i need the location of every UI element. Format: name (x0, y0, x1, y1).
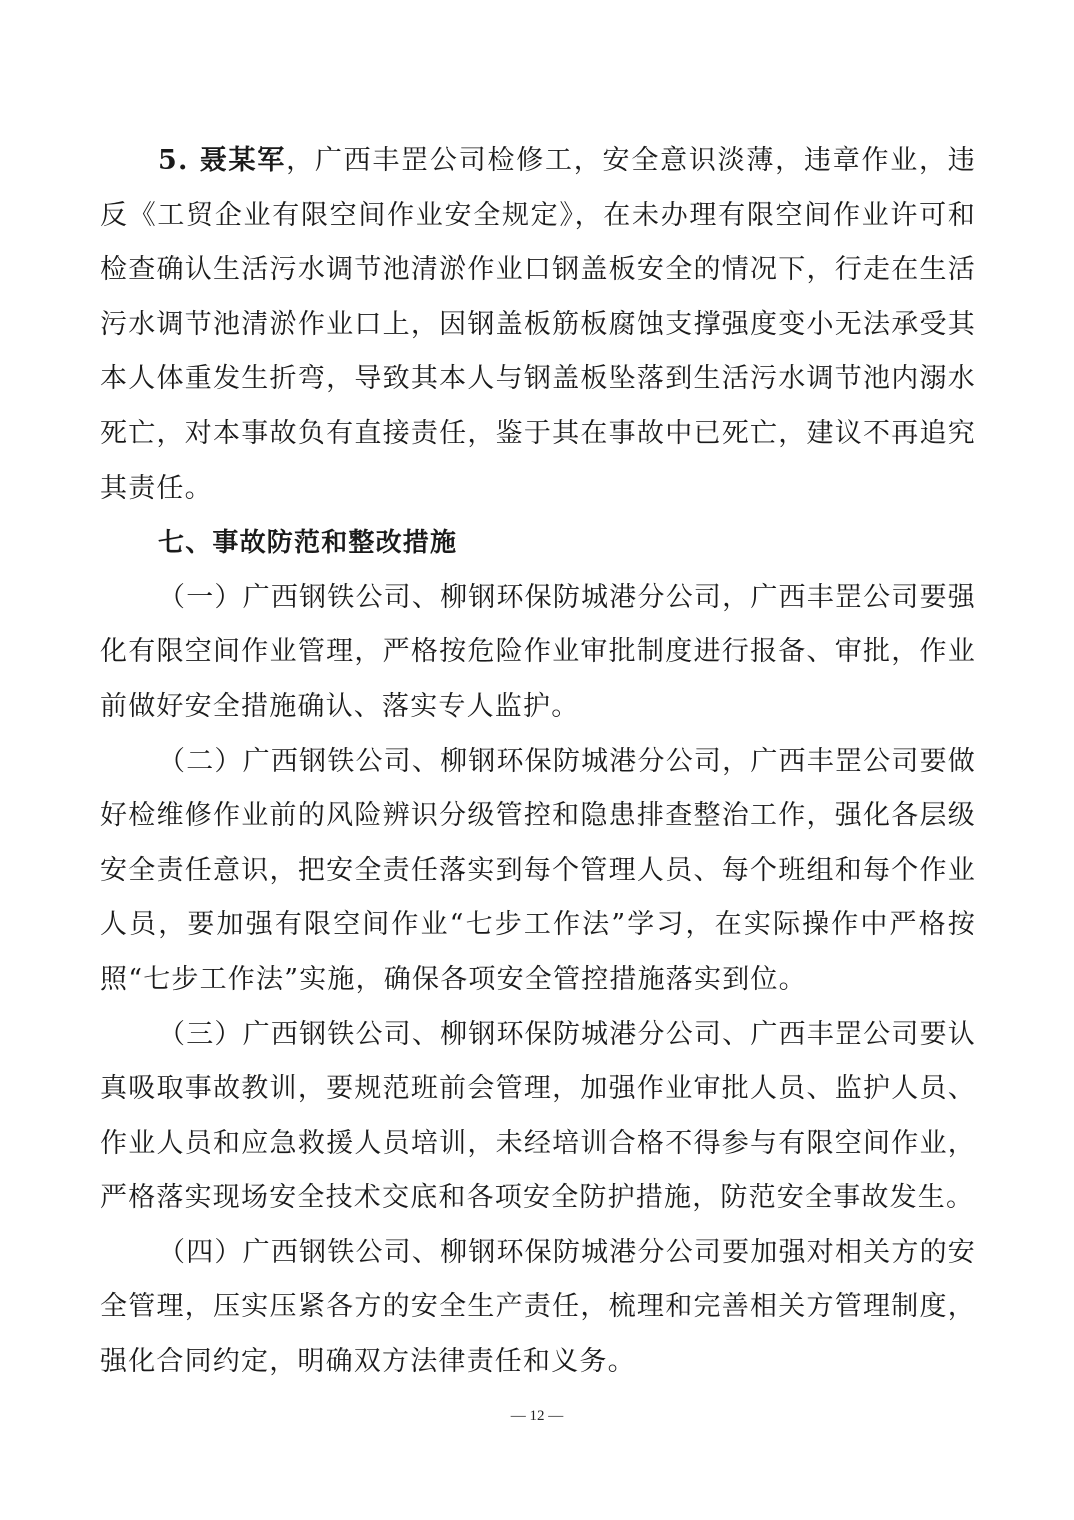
measure-paragraph-2: （二）广西钢铁公司、柳钢环保防城港分公司，广西丰罡公司要做好检维修作业前的风险辨识分级管控和隐患排查整治工作，强化各层级安全责任意识，把安全责任落实到每个管理人员、每个班组和每个作业人员，要加强有限空间作业“七步工作法”学习，在实际操作中严格按照“七步工作法”实施，确保各项安全管控措施落实到位。 (100, 745, 976, 995)
measure-paragraph-4: （四）广西钢铁公司、柳钢环保防城港分公司要加强对相关方的安全管理，压实压紧各方的安全生产责任，梳理和完善相关方管理制度，强化合同约定，明确双方法律责任和义务。 (100, 1236, 976, 1378)
document-body (100, 134, 976, 1390)
section-heading-prevention: 七、事故防范和整改措施 (158, 528, 458, 559)
responsibility-item-5 (100, 134, 976, 516)
page-number: — 12 — (510, 1408, 564, 1424)
person-name-bold: 5. 聂某军 (158, 145, 287, 176)
responsibility-item-5-text: ，广西丰罡公司检修工，安全意识淡薄，违章作业，违反《工贸企业有限空间作业安全规定》，在未办理有限空间作业许可和检查确认生活污水调节池清淤作业口钢盖板安全的情况下，行走在生活污水调节池清淤作业口上，因钢盖板筋板腐蚀支撑强度变小无法承受其本人体重发生折弯，导致其本人与钢盖板坠落到生活污水调节池内溺水死亡，对本事故负有直接责任，鉴于其在事故中已死亡，建议不再追究其责任。 (100, 145, 976, 504)
measure-paragraph-3: （三）广西钢铁公司、柳钢环保防城港分公司、广西丰罡公司要认真吸取事故教训，要规范班前会管理，加强作业审批人员、监护人员、作业人员和应急救援人员培训，未经培训合格不得参与有限空间作业，严格落实现场安全技术交底和各项安全防护措施，防范安全事故发生。 (100, 1018, 976, 1214)
measure-paragraph-1: （一）广西钢铁公司、柳钢环保防城港分公司，广西丰罡公司要强化有限空间作业管理，严格按危险作业审批制度进行报备、审批，作业前做好安全措施确认、落实专人监护。 (100, 581, 976, 722)
